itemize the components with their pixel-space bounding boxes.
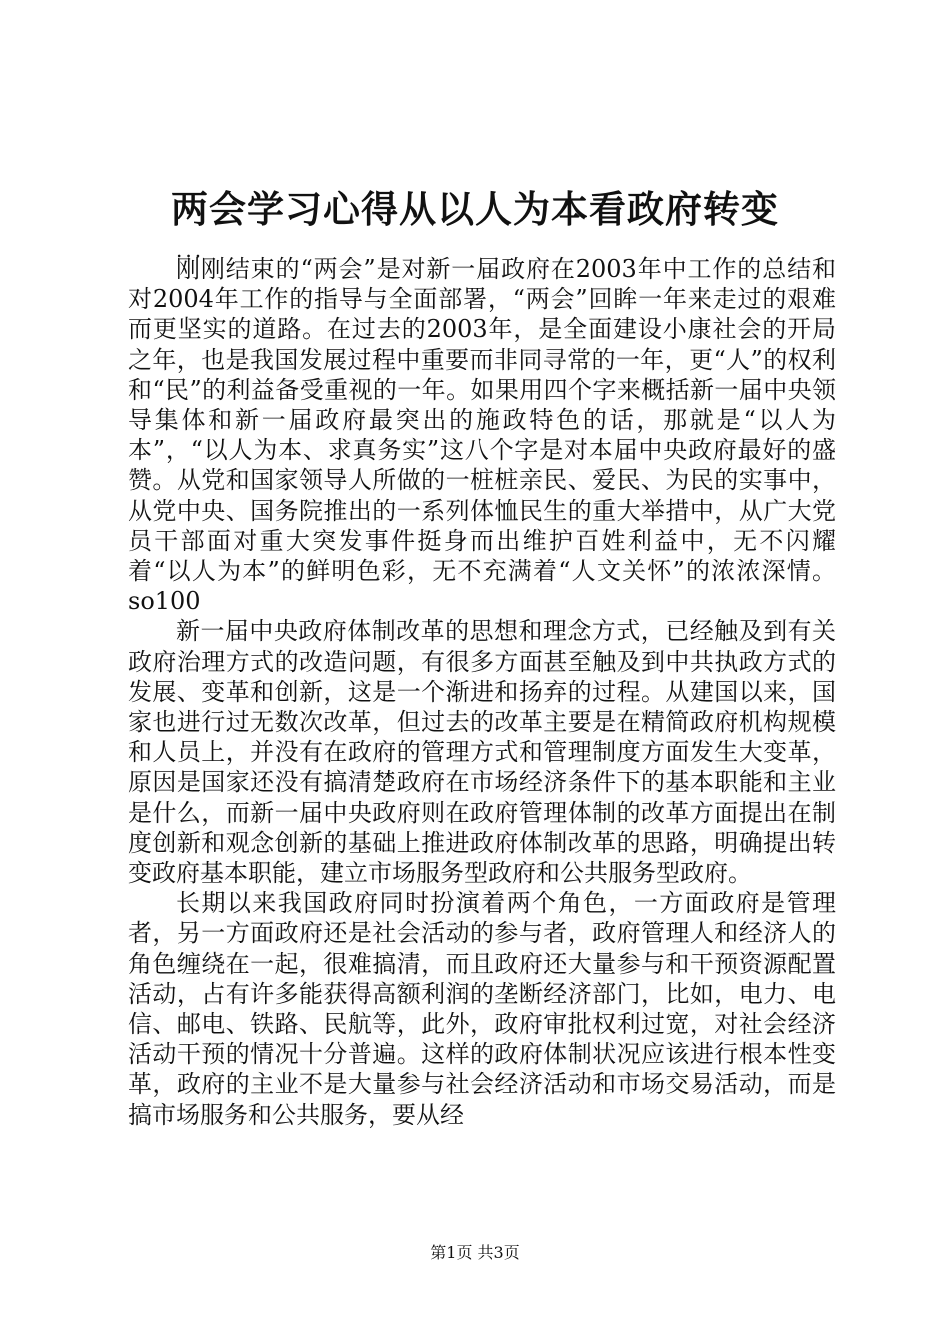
document-title: 两会学习心得从以人为本看政府转变	[171, 187, 779, 231]
page-footer: 第1页 共3页	[430, 1243, 520, 1262]
paragraph: 长期以来我国政府同时扮演着两个角色，一方面政府是管理者，另一方面政府还是社会活动的参与者，政府管理人和经济人的角色缠绕在一起，很难搞清，而且政府还大量参与和干预资源配置活动，占有许多能获得高额利润的垄断经济部门，比如，电力、电信、邮电、铁路、民航等，此外，政府审批权利过宽，对社会经济活动干预的情况十分普遍。这样的政府体制状况应该进行根本性变革，政府的主业不是大量参与社会经济活动和市场交易活动，而是搞市场服务和公共服务，要从经	[128, 889, 836, 1129]
paragraph: 刚刚结束的“两会”是对新一届政府在2003年中工作的总结和对2004年工作的指导与全面部署，“两会”回眸一年来走过的艰难而更坚实的道路。在过去的2003年，是全面建设小康社会的开局之年，也是我国发展过程中重要而非同寻常的一年，更“人”的权利和“民”的利益备受重视的一年。如果用四个字来概括新一届中央领导集体和新一届政府最突出的施政特色的话，那就是“以人为本”，“以人为本、求真务实”这八个字是对本届中央政府最好的盛赞。从党和国家领导人所做的一桩桩亲民、爱民、为民的实事中，从党中央、国务院推出的一系列体恤民生的重大举措中，从广大党员干部面对重大突发事件挺身而出维护百姓利益中，无不闪耀着“以人为本”的鲜明色彩，无不充满着“人文关怀”的浓浓深情。so100	[128, 255, 836, 616]
ellipsis-marker: ...	[176, 238, 205, 262]
document-body	[128, 254, 836, 1130]
paragraph: 新一届中央政府体制改革的思想和理念方式，已经触及到有关政府治理方式的改造问题，有很多方面甚至触及到中共执政方式的发展、变革和创新，这是一个渐进和扬弃的过程。从建国以来，国家也进行过无数次改革，但过去的改革主要是在精简政府机构规模和人员上，并没有在政府的管理方式和管理制度方面发生大变革，原因是国家还没有搞清楚政府在市场经济条件下的基本职能和主业是什么，而新一届中央政府则在政府管理体制的改革方面提出在制度创新和观念创新的基础上推进政府体制改革的思路，明确提出转变政府基本职能，建立市场服务型政府和公共服务型政府。	[128, 617, 836, 888]
